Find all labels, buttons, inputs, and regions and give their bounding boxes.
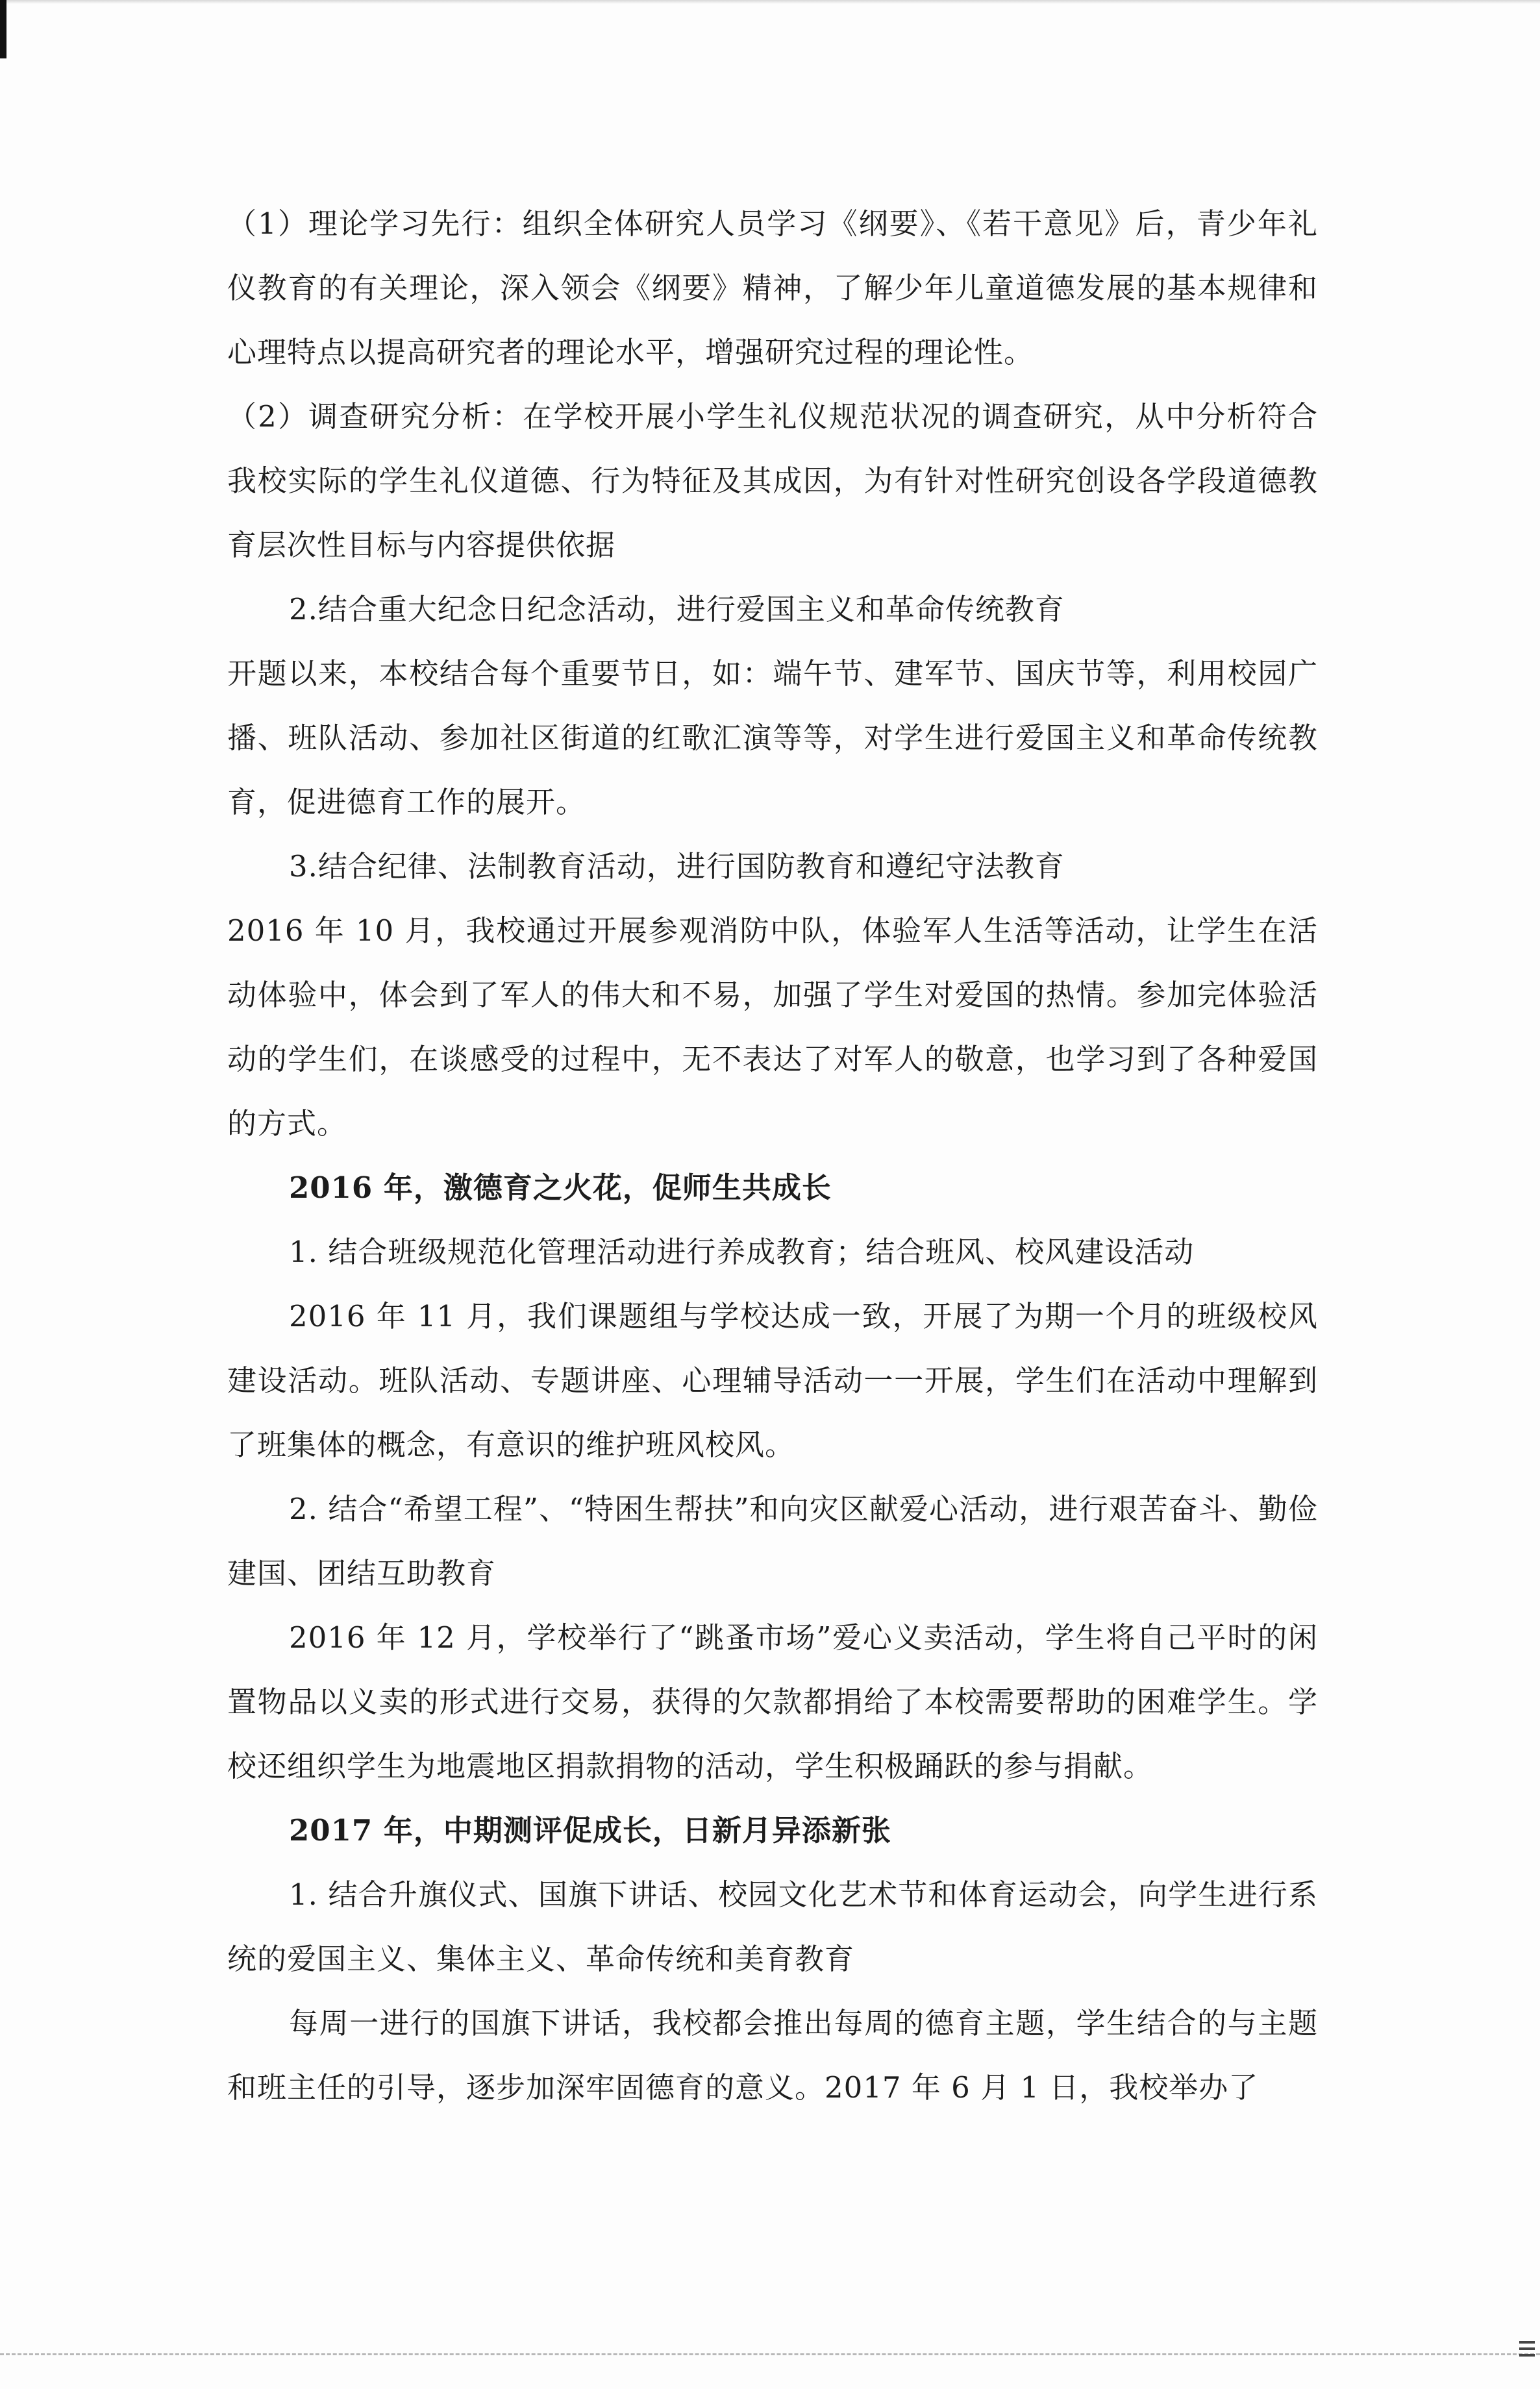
subheading-class-management: 1. 结合班级规范化管理活动进行养成教育；结合班风、校风建设活动 bbox=[289, 1235, 1195, 1269]
scan-edge-top bbox=[0, 0, 1540, 4]
subheading-memorial-days: 2.结合重大纪念日纪念活动，进行爱国主义和革命传统教育 bbox=[289, 592, 1065, 626]
paragraph-survey-analysis: （2）调查研究分析：在学校开展小学生礼仪规范状况的调查研究，从中分析符合我校实际的学生礼仪道德、行为特征及其成因，为有针对性研究创设各学段道德教育层次性目标与内容提供依据 bbox=[227, 399, 1318, 562]
subheading-hope-project: 2. 结合“希望工程”、“特困生帮扶”和向灾区献爱心活动，进行艰苦奋斗、勤俭建国、团结互助教育 bbox=[227, 1492, 1318, 1591]
paragraph-flea-market: 2016 年 12 月，学校举行了“跳蚤市场”爱心义卖活动，学生将自己平时的闲置物品以义卖的形式进行交易，获得的欠款都捐给了本校需要帮助的困难学生。学校还组织学生为地震地区捐款捐物的活动，学生积极踊跃的参与捐献。 bbox=[227, 1620, 1318, 1783]
paragraph-festival-activities: 开题以来，本校结合每个重要节日，如：端午节、建军节、国庆节等，利用校园广播、班队活动、参加社区街道的红歌汇演等等，对学生进行爱国主义和革命传统教育，促进德育工作的展开。 bbox=[227, 656, 1318, 819]
scan-corner-mark-right bbox=[1515, 2337, 1535, 2363]
document-body bbox=[227, 192, 1318, 2120]
section-heading-2016: 2016 年，激德育之火花，促师生共成长 bbox=[289, 1170, 832, 1205]
subheading-discipline-law: 3.结合纪律、法制教育活动，进行国防教育和遵纪守法教育 bbox=[289, 849, 1065, 884]
paragraph-theory-study: （1）理论学习先行：组织全体研究人员学习《纲要》、《若干意见》后，青少年礼仪教育的有关理论，深入领会《纲要》精神，了解少年儿童道德发展的基本规律和心理特点以提高研究者的理论水平，增强研究过程的理论性。 bbox=[227, 206, 1318, 369]
subheading-flag-raising: 1. 结合升旗仪式、国旗下讲话、校园文化艺术节和体育运动会，向学生进行系统的爱国主义、集体主义、革命传统和美育教育 bbox=[227, 1877, 1318, 1976]
paragraph-class-style-building: 2016 年 11 月，我们课题组与学校达成一致，开展了为期一个月的班级校风建设活动。班队活动、专题讲座、心理辅导活动一一开展，学生们在活动中理解到了班集体的概念，有意识的维护班风校风。 bbox=[227, 1299, 1318, 1462]
section-heading-2017: 2017 年，中期测评促成长，日新月异添新张 bbox=[289, 1813, 891, 1848]
scan-edge-left bbox=[0, 0, 6, 58]
scan-footer-line bbox=[0, 2353, 1540, 2355]
scan-corner-mark-left bbox=[0, 2341, 34, 2355]
paragraph-fire-brigade-visit: 2016 年 10 月，我校通过开展参观消防中队，体验军人生活等活动，让学生在活动体验中，体会到了军人的伟大和不易，加强了学生对爱国的热情。参加完体验活动的学生们，在谈感受的过程中，无不表达了对军人的敬意，也学习到了各种爱国的方式。 bbox=[227, 913, 1318, 1141]
paragraph-monday-speech: 每周一进行的国旗下讲话，我校都会推出每周的德育主题，学生结合的与主题和班主任的引导，逐步加深牢固德育的意义。2017 年 6 月 1 日，我校举办了 bbox=[227, 2006, 1318, 2105]
